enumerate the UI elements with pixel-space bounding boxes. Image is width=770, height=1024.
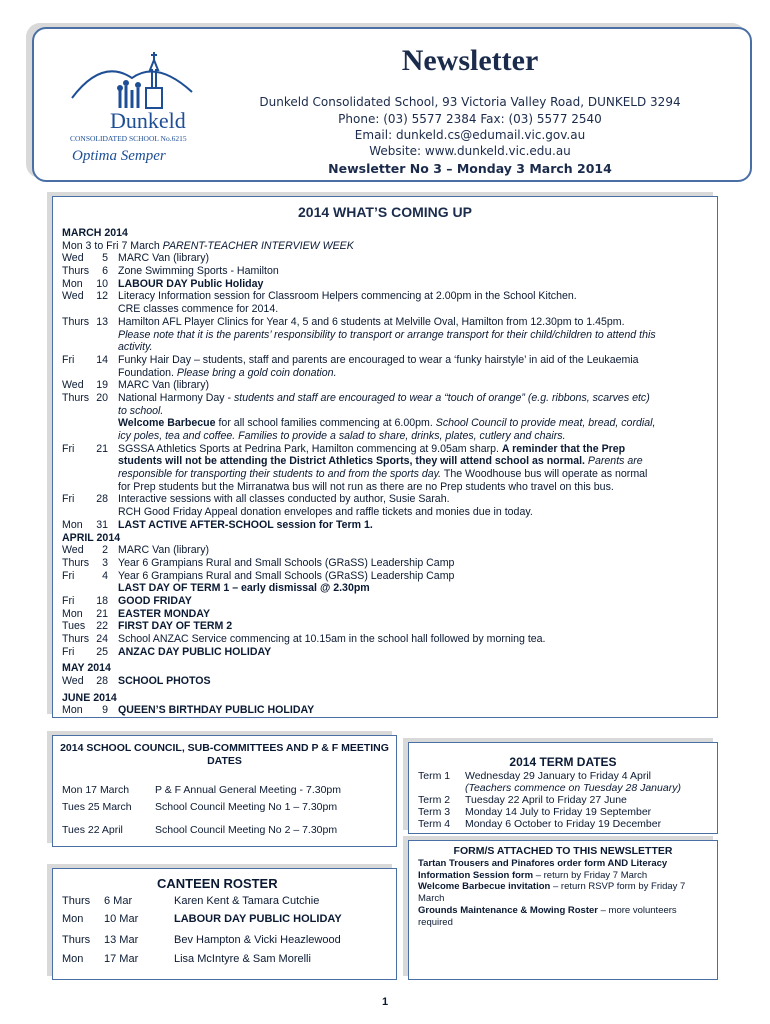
event-text: Welcome Barbecue for all school families commencing at 6.00pm. School Council to provide meat, bread, cordial, <box>118 417 656 430</box>
event-text: Interactive sessions with all classes conducted by author, Susie Sarah. <box>118 493 450 506</box>
event-date: 24 <box>96 633 108 645</box>
event-line <box>62 646 712 659</box>
term-dates-title: 2014 TERM DATES <box>509 755 617 769</box>
term-label: Term 3 <box>418 806 451 818</box>
event-text: LABOUR DAY Public Holiday <box>118 277 264 290</box>
event-text: GOOD FRIDAY <box>118 594 192 607</box>
event-day: Fri <box>62 594 75 607</box>
event-text: QUEEN’S BIRTHDAY PUBLIC HOLIDAY <box>118 704 315 717</box>
event-text: Please note that it is the parents’ responsibility to transport or arrange transport for their child/children to attend this <box>118 328 656 341</box>
term-label: Term 1 <box>418 770 451 782</box>
council-date: Mon 17 March <box>62 784 130 796</box>
event-day: Wed <box>62 252 84 265</box>
event-day: Mon <box>62 704 83 717</box>
event-date: 31 <box>96 518 108 531</box>
issue-line: Newsletter No 3 – Monday 3 March 2014 <box>328 161 612 176</box>
event-day: Wed <box>62 544 84 557</box>
event-day: Mon <box>62 607 83 620</box>
event-text: LAST DAY OF TERM 1 – early dismissal @ 2.30pm <box>118 582 370 595</box>
event-line <box>62 278 712 291</box>
event-text: Funky Hair Day – students, staff and parents are encouraged to wear a ‘funky hairstyle’ in aid of the Leukaemia <box>118 353 639 366</box>
event-date: 21 <box>96 607 108 620</box>
event-day: Tues <box>62 620 86 633</box>
event-line <box>62 430 712 443</box>
event-month-heading: APRIL 2014 <box>62 531 121 544</box>
canteen-day: Thurs <box>62 934 91 946</box>
event-text: students will not be attending the District Athletics Sports, they will attend school as normal. Parents are <box>118 455 643 468</box>
event-line <box>62 608 712 621</box>
event-date: 18 <box>96 594 108 607</box>
event-line <box>62 290 712 303</box>
canteen-day: Mon <box>62 953 84 965</box>
event-line <box>62 354 712 367</box>
canteen-name: LABOUR DAY PUBLIC HOLIDAY <box>174 913 342 925</box>
event-line <box>62 620 712 633</box>
event-line <box>62 633 712 646</box>
event-date: 2 <box>102 544 108 557</box>
canteen-date: 13 Mar <box>104 934 139 946</box>
event-date: 21 <box>96 442 108 455</box>
event-day: Fri <box>62 442 75 455</box>
event-text: FIRST DAY OF TERM 2 <box>118 620 233 633</box>
canteen-name: Bev Hampton & Vicki Heazlewood <box>174 934 341 946</box>
council-date: Tues 22 April <box>62 824 123 836</box>
event-line <box>62 557 712 570</box>
page-number: 1 <box>381 996 389 1008</box>
term-dates: Wednesday 29 January to Friday 4 April <box>465 770 651 782</box>
canteen-day: Mon <box>62 913 84 925</box>
event-line <box>62 329 712 342</box>
canteen-date: 17 Mar <box>104 953 139 965</box>
event-day: Thurs <box>62 556 90 569</box>
event-date: 22 <box>96 620 108 633</box>
forms-body: Tartan Trousers and Pinafores order form AND Literacy Information Session form – return by Friday 7 March Welcome Barbecue invitation – return RSVP form by Friday 7 March Grounds Maintenance & Mowing Roster – more volunteers required <box>418 858 686 928</box>
event-text: CRE classes commence for 2014. <box>118 303 279 316</box>
event-day: Fri <box>62 645 75 658</box>
term-label: Term 4 <box>418 818 451 830</box>
event-line <box>62 570 712 583</box>
event-line <box>62 443 712 456</box>
term-dates: Tuesday 22 April to Friday 27 June <box>465 794 627 806</box>
newsletter-title: Newsletter <box>401 44 539 77</box>
event-line <box>62 544 712 557</box>
event-line <box>62 405 712 418</box>
event-date: 28 <box>96 675 108 688</box>
event-day: Fri <box>62 493 75 506</box>
event-date: 5 <box>102 252 108 265</box>
school-address: Dunkeld Consolidated School, 93 Victoria Valley Road, DUNKELD 3294 <box>259 95 681 109</box>
event-line <box>62 582 712 595</box>
event-text: RCH Good Friday Appeal donation envelopes and raffle tickets and monies due in today. <box>118 506 533 519</box>
event-date: 25 <box>96 645 108 658</box>
event-line <box>62 392 712 405</box>
school-email: Email: dunkeld.cs@edumail.vic.gov.au <box>354 128 586 142</box>
event-day: Thurs <box>62 391 90 404</box>
event-text: MARC Van (library) <box>118 544 210 557</box>
event-text: Year 6 Grampians Rural and Small Schools (GRaSS) Leadership Camp <box>118 556 455 569</box>
event-date: 13 <box>96 315 108 328</box>
event-text: Hamilton AFL Player Clinics for Year 4, 5 and 6 students at Melville Oval, Hamilton from 12.30pm to 1.45pm. <box>118 315 625 328</box>
council-title: 2014 SCHOOL COUNCIL, SUB-COMMITTEES AND P & F MEETING DATES <box>60 742 389 767</box>
event-month-heading: JUNE 2014 <box>62 691 117 704</box>
event-month-heading: MAY 2014 <box>62 662 111 675</box>
school-website: Website: www.dunkeld.vic.edu.au <box>369 144 571 158</box>
event-date: 3 <box>102 556 108 569</box>
term-label: Term 2 <box>418 794 451 806</box>
event-day: Fri <box>62 353 75 366</box>
event-day: Wed <box>62 675 84 688</box>
event-date: 12 <box>96 290 108 303</box>
event-date: 20 <box>96 391 108 404</box>
event-text: Year 6 Grampians Rural and Small Schools (GRaSS) Leadership Camp <box>118 569 455 582</box>
event-line <box>62 341 712 354</box>
event-line <box>62 417 712 430</box>
event-line <box>62 367 712 380</box>
event-line <box>62 595 712 608</box>
event-day: Mon <box>62 518 83 531</box>
event-day: Thurs <box>62 315 90 328</box>
event-text: SGSSA Athletics Sports at Pedrina Park, Hamilton commencing at 9.05am sharp. A reminder that the Prep <box>118 442 626 455</box>
event-text: Literacy Information session for Classroom Helpers commencing at 2.00pm in the School Kitchen. <box>118 290 577 303</box>
event-day: Thurs <box>62 633 90 645</box>
event-day: Wed <box>62 290 84 303</box>
logo-motto: Optima Semper <box>72 148 166 164</box>
event-text: icy poles, tea and coffee. Families to provide a salad to share, drinks, plates, cutlery and chairs. <box>118 430 566 442</box>
event-day: Fri <box>62 569 75 582</box>
event-month-heading: MARCH 2014 <box>62 227 128 239</box>
event-date: 9 <box>102 704 108 717</box>
event-day: Thurs <box>62 265 90 278</box>
canteen-title: CANTEEN ROSTER <box>157 876 278 891</box>
event-text: responsible for transporting their students to and from the sports day. The Woodhouse bus will operate as normal <box>118 468 648 481</box>
event-text: MARC Van (library) <box>118 379 210 392</box>
event-date: 10 <box>96 277 108 290</box>
council-desc: P & F Annual General Meeting - 7.30pm <box>155 784 341 796</box>
council-desc: School Council Meeting No 2 – 7.30pm <box>155 824 338 836</box>
forms-title: FORM/S ATTACHED TO THIS NEWSLETTER <box>453 845 673 857</box>
event-text: SCHOOL PHOTOS <box>118 675 211 688</box>
canteen-day: Thurs <box>62 895 91 907</box>
event-text: activity. <box>118 341 153 354</box>
event-text: MARC Van (library) <box>118 252 210 265</box>
event-line <box>62 468 712 481</box>
event-text: National Harmony Day - students and staff are encouraged to wear a “touch of orange” (e.g. ribbons, scarves etc) <box>118 391 650 404</box>
event-line <box>62 519 712 532</box>
event-text: ANZAC DAY PUBLIC HOLIDAY <box>118 645 272 658</box>
event-text: EASTER MONDAY <box>118 607 211 620</box>
canteen-date: 6 Mar <box>104 895 133 907</box>
event-date: 19 <box>96 379 108 392</box>
event-day: Mon <box>62 277 83 290</box>
event-line <box>62 316 712 329</box>
term-dates: Monday 6 October to Friday 19 December <box>465 818 662 830</box>
event-line <box>62 704 712 717</box>
event-line <box>62 379 712 392</box>
event-line <box>62 252 712 265</box>
event-line <box>62 303 712 316</box>
event-text: Foundation. Please bring a gold coin donation. <box>118 366 337 379</box>
council-desc: School Council Meeting No 1 – 7.30pm <box>155 801 338 813</box>
term-dates: Monday 14 July to Friday 19 September <box>465 806 652 818</box>
event-line <box>62 455 712 468</box>
canteen-name: Lisa McIntyre & Sam Morelli <box>174 953 311 965</box>
canteen-name: Karen Kent & Tamara Cutchie <box>174 895 320 907</box>
event-text: School ANZAC Service commencing at 10.15am in the school hall followed by morning tea. <box>118 633 546 645</box>
event-line <box>62 675 712 688</box>
event-line <box>62 481 712 494</box>
term-note: (Teachers commence on Tuesday 28 January) <box>465 782 681 794</box>
event-date: 14 <box>96 353 108 366</box>
council-date: Tues 25 March <box>62 801 132 813</box>
event-line <box>62 506 712 519</box>
event-line <box>62 265 712 278</box>
coming-up-title: 2014 WHAT’S COMING UP <box>298 204 472 220</box>
event-date: 28 <box>96 493 108 506</box>
event-line: Mon 3 to Fri 7 March PARENT-TEACHER INTERVIEW WEEK <box>62 239 354 252</box>
school-logo <box>62 48 202 168</box>
event-date: 6 <box>102 265 108 278</box>
events-list <box>62 227 712 717</box>
event-date: 4 <box>102 569 108 582</box>
event-line <box>62 493 712 506</box>
logo-school: CONSOLIDATED SCHOOL No.6215 <box>70 134 187 143</box>
event-text: Zone Swimming Sports - Hamilton <box>118 265 279 278</box>
event-text: to school. <box>118 404 164 417</box>
event-text: for Prep students but the Mirranatwa bus will not run as there are no Prep students who travel on this bus. <box>118 480 614 493</box>
canteen-date: 10 Mar <box>104 913 139 925</box>
event-text: LAST ACTIVE AFTER-SCHOOL session for Term 1. <box>118 518 373 531</box>
logo-name: Dunkeld <box>110 108 186 133</box>
event-day: Wed <box>62 379 84 392</box>
school-phone: Phone: (03) 5577 2384 Fax: (03) 5577 2540 <box>338 112 602 126</box>
church-logo-icon <box>62 48 202 168</box>
